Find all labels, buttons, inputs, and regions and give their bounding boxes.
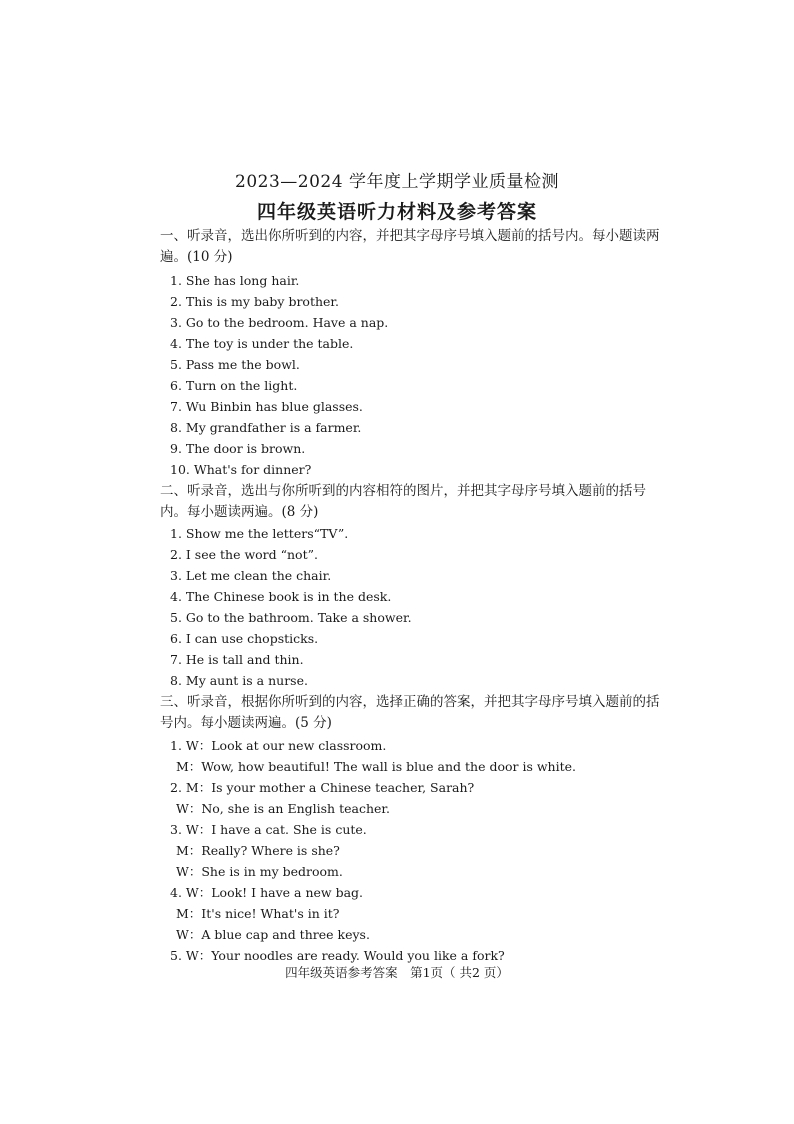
list-item: 2. I see the word “not”. xyxy=(170,547,318,562)
dialogue-line: M：It's nice! What's in it? xyxy=(176,906,340,921)
list-item: 4. The toy is under the table. xyxy=(170,336,354,351)
list-item: 8. My aunt is a nurse. xyxy=(170,673,308,688)
list-item: 6. Turn on the light. xyxy=(170,378,298,393)
list-item: 8. My grandfather is a farmer. xyxy=(170,420,362,435)
document-subtitle: 四年级英语听力材料及参考答案 xyxy=(256,201,537,223)
dialogue-line: M：Really? Where is she? xyxy=(176,843,340,858)
dialogue-line: W：A blue cap and three keys. xyxy=(176,927,370,942)
section2-heading: 二、听录音，选出与你所听到的内容相符的图片，并把其字母序号填入题前的括号内。每小题读两遍。(8 分) xyxy=(160,483,646,520)
dialogue-line: 2. M：Is your mother a Chinese teacher, Sarah? xyxy=(170,780,475,795)
dialogue-line: 4. W：Look! I have a new bag. xyxy=(170,885,363,900)
list-item: 7. He is tall and thin. xyxy=(170,652,304,667)
list-item: 4. The Chinese book is in the desk. xyxy=(170,589,392,604)
list-item: 6. I can use chopsticks. xyxy=(170,631,319,646)
list-item: 3. Go to the bedroom. Have a nap. xyxy=(170,315,389,330)
list-item: 5. Go to the bathroom. Take a shower. xyxy=(170,610,412,625)
section1-heading: 一、听录音，选出你所听到的内容，并把其字母序号填入题前的括号内。每小题读两遍。(10 分) xyxy=(160,228,660,265)
dialogue-line: M：Wow, how beautiful! The wall is blue and the door is white. xyxy=(176,759,576,774)
list-item: 1. Show me the letters“TV”. xyxy=(170,526,349,541)
list-item: 1. She has long hair. xyxy=(170,273,300,288)
list-item: 9. The door is brown. xyxy=(170,441,306,456)
document-title: 2023—2024 学年度上学期学业质量检测 xyxy=(235,172,559,192)
dialogue-line: W：She is in my bedroom. xyxy=(176,864,343,879)
page-footer: 四年级英语参考答案 第1页（ 共2 页） xyxy=(285,965,509,980)
list-item: 5. Pass me the bowl. xyxy=(170,357,300,372)
dialogue-line: 5. W：Your noodles are ready. Would you like a fork? xyxy=(170,948,505,963)
list-item: 2. This is my baby brother. xyxy=(170,294,339,309)
dialogue-line: 3. W：I have a cat. She is cute. xyxy=(170,822,367,837)
list-item: 10. What's for dinner? xyxy=(170,462,312,477)
section3-heading: 三、听录音，根据你所听到的内容，选择正确的答案，并把其字母序号填入题前的括号内。每小题读两遍。(5 分) xyxy=(160,694,660,731)
dialogue-line: W：No, she is an English teacher. xyxy=(176,801,390,816)
list-item: 3. Let me clean the chair. xyxy=(170,568,332,583)
list-item: 7. Wu Binbin has blue glasses. xyxy=(170,399,363,414)
dialogue-line: 1. W：Look at our new classroom. xyxy=(170,738,387,753)
